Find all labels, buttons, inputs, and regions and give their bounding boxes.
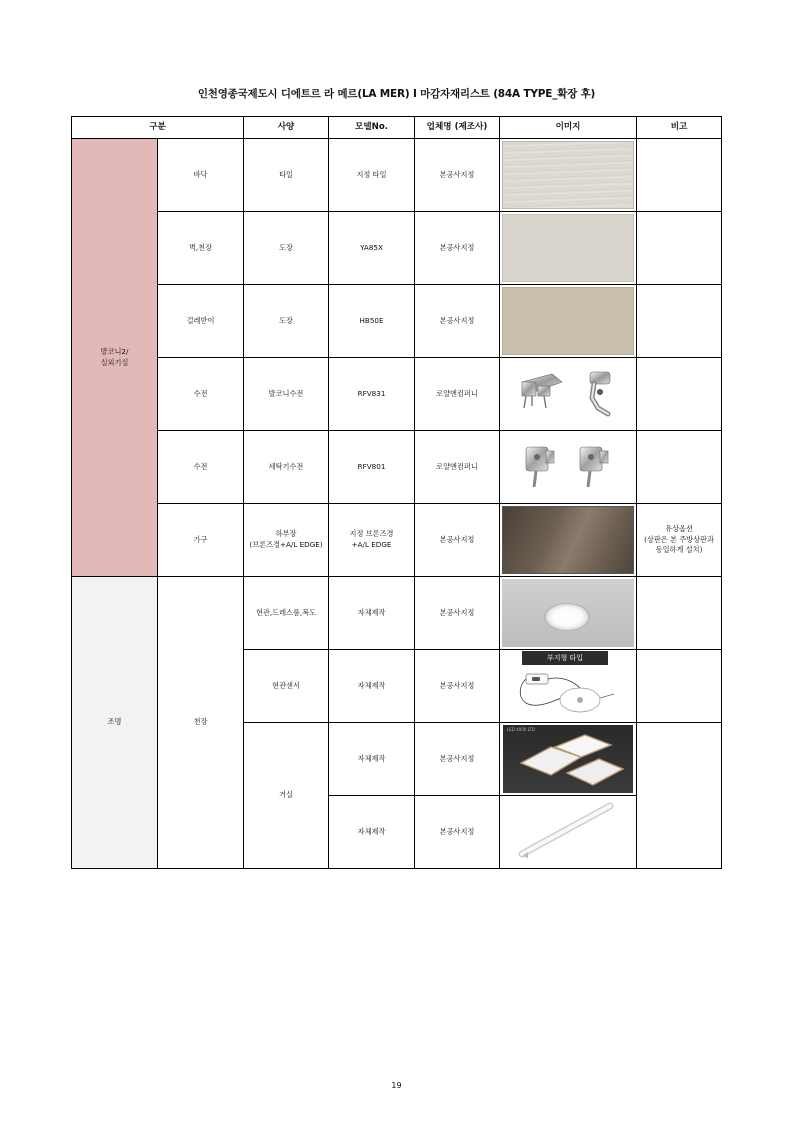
image-cell <box>500 212 637 285</box>
item-cell: 벽,천장 <box>158 212 244 285</box>
header-spec: 사양 <box>244 117 329 139</box>
table-row <box>72 139 722 212</box>
sensor-type-caption: 부지형 타입 <box>522 651 608 665</box>
table-row <box>72 431 722 504</box>
balcony-faucet-photo <box>508 364 628 424</box>
manufacturer-cell: 본공사지정 <box>415 723 500 796</box>
spec-cell: 도장 <box>244 212 329 285</box>
header-manufacturer: 업체명 (제조사) <box>415 117 500 139</box>
model-cell: HB50E <box>329 285 415 358</box>
item-cell: 가구 <box>158 504 244 577</box>
led-bar-photo <box>508 800 628 864</box>
led-panel-photo <box>503 725 633 793</box>
model-cell: 자체제작 <box>329 796 415 869</box>
manufacturer-cell: 본공사지정 <box>415 212 500 285</box>
manufacturer-cell: 본공사지정 <box>415 139 500 212</box>
item-cell: 걸레받이 <box>158 285 244 358</box>
spec-cell: 하부장 (브론즈경+A/L EDGE) <box>244 504 329 577</box>
model-cell: 자체제작 <box>329 723 415 796</box>
spec-cell: 현관센서 <box>244 650 329 723</box>
model-cell: 지정 타일 <box>329 139 415 212</box>
paint-swatch-beige <box>502 287 634 355</box>
washer-faucet-photo <box>508 437 628 497</box>
group-label-lighting: 조명 <box>72 577 158 869</box>
remarks-cell <box>637 723 722 869</box>
table-row <box>72 358 722 431</box>
remarks-cell <box>637 212 722 285</box>
manufacturer-cell: 본공사지정 <box>415 650 500 723</box>
image-cell <box>500 796 637 869</box>
subcategory-ceiling: 천장 <box>158 577 244 869</box>
document-title: 인천영종국제도시 디에트르 라 메르(LA MER) I 마감자재리스트 (84A TYPE_확장 후) <box>197 88 596 100</box>
remarks-cell: 유상옵션 (상판은 본 주방상판과 동일하게 설치) <box>637 504 722 577</box>
group-label-balcony: 발코니2/ 실외기실 <box>72 139 158 577</box>
spec-cell: 현관,드레스룸,복도 <box>244 577 329 650</box>
paint-swatch-light <box>502 214 634 282</box>
downlight-ring <box>544 603 590 631</box>
model-cell: RFV801 <box>329 431 415 504</box>
table-row <box>72 285 722 358</box>
floor-tile-swatch <box>502 141 634 209</box>
remarks-cell <box>637 431 722 504</box>
image-cell <box>500 723 637 796</box>
manufacturer-cell: 로얄앤컴퍼니 <box>415 358 500 431</box>
image-cell <box>500 139 637 212</box>
model-cell: YA85X <box>329 212 415 285</box>
led-panel-drawing <box>503 725 634 794</box>
sensor-light-photo <box>518 666 618 720</box>
finish-materials-table <box>71 116 722 869</box>
manufacturer-cell: 본공사지정 <box>415 577 500 650</box>
image-cell <box>500 577 637 650</box>
downlight-photo <box>502 579 634 647</box>
model-cell: 자체제작 <box>329 577 415 650</box>
image-cell <box>500 431 637 504</box>
model-cell: 자체제작 <box>329 650 415 723</box>
spec-cell: 타일 <box>244 139 329 212</box>
table-row <box>72 577 722 650</box>
manufacturer-cell: 본공사지정 <box>415 796 500 869</box>
manufacturer-cell: 본공사지정 <box>415 504 500 577</box>
image-cell <box>500 650 637 723</box>
item-cell: 바닥 <box>158 139 244 212</box>
manufacturer-cell: 본공사지정 <box>415 285 500 358</box>
remarks-cell <box>637 358 722 431</box>
header-remarks: 비고 <box>637 117 722 139</box>
remarks-cell <box>637 139 722 212</box>
spec-cell: 도장 <box>244 285 329 358</box>
bronze-mirror-swatch <box>502 506 634 574</box>
model-cell: 지정 브론즈경 +A/L EDGE <box>329 504 415 577</box>
remarks-cell <box>637 577 722 650</box>
header-category: 구분 <box>72 117 244 139</box>
manufacturer-cell: 로얄앤컴퍼니 <box>415 431 500 504</box>
spec-cell: 거실 <box>244 723 329 869</box>
table-header-row <box>72 117 722 139</box>
page-number: 19 <box>391 1081 402 1090</box>
remarks-cell <box>637 285 722 358</box>
led-panel-caption: LED 4000 LTD <box>507 727 535 732</box>
image-cell <box>500 285 637 358</box>
image-cell <box>500 358 637 431</box>
header-model: 모델No. <box>329 117 415 139</box>
header-image: 이미지 <box>500 117 637 139</box>
table-row <box>72 504 722 577</box>
spec-cell: 세탁기수전 <box>244 431 329 504</box>
spec-cell: 발코니수전 <box>244 358 329 431</box>
item-cell: 수전 <box>158 431 244 504</box>
table-row <box>72 212 722 285</box>
image-cell <box>500 504 637 577</box>
model-cell: RFV831 <box>329 358 415 431</box>
item-cell: 수전 <box>158 358 244 431</box>
remarks-cell <box>637 650 722 723</box>
